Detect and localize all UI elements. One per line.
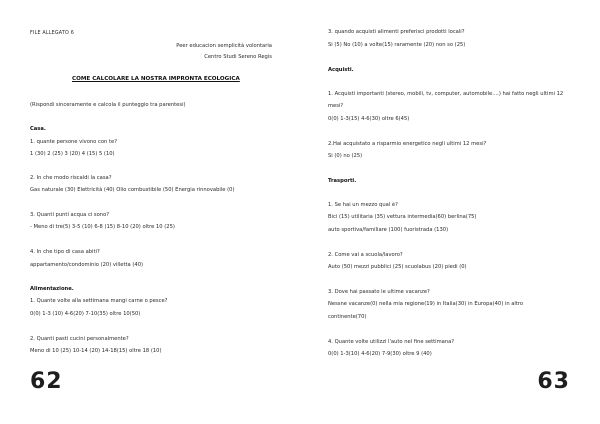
answers-energy-saving: Si (0) no (25) — [328, 153, 363, 159]
answers-holidays-cont: continente(70) — [328, 314, 367, 320]
answers-vehicle: Bici (15) utilitaria (35) vettura intermedia(60) berlina(75) — [328, 214, 477, 220]
answers-local-products: Si (5) No (10) a volte(15) raramente (20) non so (25) — [328, 42, 466, 48]
organization-line-1: Peer educacion semplicità volontaria — [176, 43, 272, 49]
question-major-purchases-cont: mesi? — [328, 103, 344, 109]
answers-house-type: appartamento/condominio (20) villetta (40) — [30, 262, 144, 268]
answers-commute: Auto (50) mezzi pubblici (25) scuolabus (20) piedi (0) — [328, 264, 467, 270]
question-commute: 2. Come vai a scuola/lavoro? — [328, 252, 403, 258]
question-heating: 2. In che modo riscaldi la casa? — [30, 175, 112, 181]
section-heading-trasporti: Trasporti. — [328, 178, 357, 184]
answers-major-purchases: 0(0) 1-3(15) 4-6(30) oltre 6(45) — [328, 116, 410, 122]
question-people: 1. quante persone vivono con te? — [30, 139, 117, 145]
question-local-products: 3. quando acquisti alimenti preferisci prodotti locali? — [328, 29, 465, 35]
question-meals: 2. Quanti pasti cucini personalmente? — [30, 336, 129, 342]
file-tag: FILE ALLEGATO 6 — [30, 31, 74, 36]
answers-meat-fish: 0(0) 1-3 (10) 4-6(20) 7-10(35) oltre 10(50) — [30, 311, 141, 317]
question-energy-saving: 2.Hai acquistato a risparmio energetico negli ultimi 12 mesi? — [328, 141, 487, 147]
page-number-left: 62 — [30, 369, 63, 394]
question-holidays: 3. Dove hai passato le ultime vacanze? — [328, 289, 430, 295]
answers-water-points: - Meno di tre(5) 3-5 (10) 6-8 (15) 8-10 (20) oltre 10 (25) — [30, 224, 175, 230]
question-house-type: 4. In che tipo di casa abiti? — [30, 249, 100, 255]
question-meat-fish: 1. Quante volte alla settimana mangi carne o pesce? — [30, 298, 168, 304]
answers-heating: Gas naturale (30) Elettricità (40) Olio combustibile (50) Energia rinnovabile (0) — [30, 187, 235, 193]
answers-vehicle-cont: auto sportiva/familiare (100) fuoristrada (130) — [328, 227, 449, 233]
section-heading-acquisti: Acquisti. — [328, 67, 354, 73]
right-page — [300, 0, 600, 424]
section-heading-alimentazione: Alimentazione. — [30, 286, 74, 292]
answers-people: 1 (30) 2 (25) 3 (20) 4 (15) 5 (10) — [30, 151, 115, 157]
instructions: (Rispondi sinceramente e calcola il punteggio tra parentesi) — [30, 102, 186, 108]
page-number-right: 63 — [537, 369, 570, 394]
document-title: COME CALCOLARE LA NOSTRA IMPRONTA ECOLOGICA — [72, 76, 240, 82]
answers-weekend-car: 0(0) 1-3(10) 4-6(20) 7-9(30) oltre 9 (40) — [328, 351, 432, 357]
answers-meals: Meno di 10 (25) 10-14 (20) 14-18(15) oltre 18 (10) — [30, 348, 162, 354]
question-water-points: 3. Quanti punti acqua ci sono? — [30, 212, 110, 218]
section-heading-casa: Casa. — [30, 126, 46, 132]
organization-line-2: Centro Studi Sereno Regis — [204, 54, 272, 60]
question-vehicle: 1. Se hai un mezzo qual è? — [328, 202, 398, 208]
question-major-purchases: 1. Acquisti importanti (stereo, mobili, tv, computer, automobile....) hai fatto negli ultimi 12 — [328, 91, 564, 97]
question-weekend-car: 4. Quante volte utilizzi l'auto nel fine settimana? — [328, 339, 455, 345]
answers-holidays: Nessne vacanze(0) nella mia regione(19) in Italia(30) in Europa(40) in altro — [328, 301, 524, 307]
